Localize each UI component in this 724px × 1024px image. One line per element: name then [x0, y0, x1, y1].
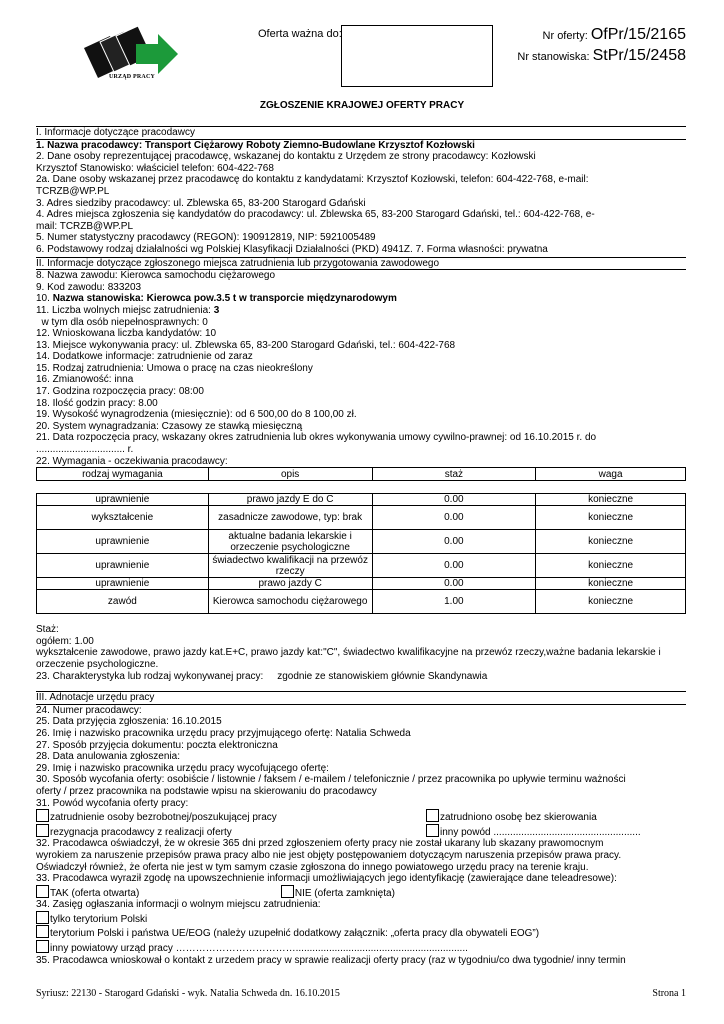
position-number: StPr/15/2458	[592, 47, 686, 64]
position-name: 10. Nazwa stanowiska: Kierowca pow.3.5 t w transporcie międzynarodowym	[36, 293, 397, 305]
cancellation-date: 28. Data anulowania zgłoszenia:	[36, 751, 180, 763]
table-row: uprawnienie świadectwo kwalifikacji na przewóz rzeczy 0.00 konieczne	[37, 554, 686, 578]
section-3-heading: III. Adnotacje urzędu pracy	[36, 691, 686, 705]
withdrawal-method-line2: oferty / przez pracownika na podstawie wpisu na skierowaniu do pracodawcy	[36, 785, 377, 797]
job-characteristics: 23. Charakterystyka lub rodzaj wykonywanej pracy: zgodnie ze stanowiskiem głównie Skandynawia	[36, 670, 488, 682]
withdrawing-officer: 29. Imię i nazwisko pracownika urzędu pracy wycofującego ofertę:	[36, 762, 329, 774]
experience-label: Staż:	[36, 624, 59, 636]
scope-heading: 34. Zasięg ogłaszania informacji o wolnym miejscu zatrudnienia:	[36, 899, 321, 911]
table-row: zawód Kierowca samochodu ciężarowego 1.00 konieczne	[37, 590, 686, 614]
form-content	[36, 125, 686, 966]
vacancies-count: 11. Liczba wolnych miejsc zatrudnienia: 3	[36, 304, 220, 316]
application-address: 4. Adres miejsca zgłoszenia się kandydatów do pracodawcy: ul. Zblewska 65, 83-200 Starogard Gdański, tel.: 604-422-768, e-	[36, 209, 595, 221]
candidate-contact-email: TCRZB@WP.PL	[36, 185, 110, 197]
table-row: uprawnienie aktualne badania lekarskie i orzeczenie psychologiczne 0.00 konieczne	[37, 530, 686, 554]
requirements-header-row	[37, 468, 686, 481]
acceptance-method: 27. Sposób przyjęcia dokumentu: poczta elektroniczna	[36, 739, 278, 751]
scope-checkbox[interactable]	[36, 925, 49, 938]
salary: 19. Wysokość wynagrodzenia (miesięcznie): od 6 500,00 do 8 100,00 zł.	[36, 409, 357, 421]
position-number-line	[517, 47, 686, 65]
accepting-officer: 26. Imię i nazwisko pracownika urzędu pracy przyjmującego ofertę: Natalia Schweda	[36, 727, 411, 739]
declaration-line3: Oświadczył również, że oferta nie jest w tym samym czasie zgłoszona do innego powiatowego urzędu pracy na terenie kraju.	[36, 861, 589, 873]
requirements-table	[36, 467, 686, 614]
consent-no-checkbox[interactable]	[281, 885, 294, 898]
header-experience: staż	[372, 468, 536, 481]
requirements-heading: 22. Wymagania - oczekiwania pracodawcy:	[36, 455, 228, 467]
candidate-contact-line: 2a. Dane osoby wskazanej przez pracodawcę do kontaktu z kandydatami: Krzysztof Kozłowski, telefon: 604-422-768, e-mail:	[36, 174, 589, 186]
valid-until-box	[341, 25, 493, 87]
declaration-line2: wyrokiem za naruszenie przepisów prawa pracy albo nie jest objęty postępowaniem dotyczącym naruszenia przepisów prawa pracy.	[36, 849, 622, 861]
table-row: uprawnienie prawo jazdy C 0.00 konieczne	[37, 578, 686, 590]
start-date-line: 21. Data rozpoczęcia pracy, wskazany okres zatrudnienia lub okres wykonywania umowy cywilno-prawnej: od 16.10.2015 r. do	[36, 432, 597, 444]
offer-number-line	[543, 26, 686, 44]
header-weight: waga	[536, 468, 686, 481]
contact-person-line: 2. Dane osoby reprezentującej pracodawcę, wskazanej do kontaktu z Urzędem ze strony pracodawcy: Kozłowski	[36, 151, 536, 163]
footer-info: Syriusz: 22130 - Starogard Gdański - wyk. Natalia Schweda dn. 16.10.2015	[36, 988, 340, 999]
withdrawal-reason-heading: 31. Powód wycofania oferty pracy:	[36, 797, 189, 809]
section-1-heading: I. Informacje dotyczące pracodawcy	[36, 126, 686, 140]
page-number: Strona 1	[652, 988, 686, 999]
occupation-code: 9. Kod zawodu: 833203	[36, 281, 142, 293]
header-requirement-type: rodzaj wymagania	[37, 468, 209, 481]
valid-until-label: Oferta ważna do:	[258, 28, 342, 40]
consent-options: TAK (oferta otwarta) NIE (oferta zamknięta)	[36, 885, 686, 900]
withdrawal-reasons-row-2: rezygnacja pracodawcy z realizacji oferty inny powód .....................................................	[36, 824, 686, 839]
reason-checkbox[interactable]	[36, 809, 49, 822]
regon-nip: 5. Numer statystyczny pracodawcy (REGON): 190912819, NIP: 5921005489	[36, 232, 376, 244]
experience-total: ogółem: 1.00	[36, 635, 94, 647]
position-number-label: Nr stanowiska:	[517, 51, 590, 63]
reason-checkbox[interactable]	[426, 824, 439, 837]
employer-name: 1. Nazwa pracodawcy: Transport Ciężarowy Roboty Ziemno-Budowlane Krzysztof Kozłowski	[36, 139, 475, 151]
pkd-ownership: 6. Podstawowy rodzaj działalności wg Polskiej Klasyfikacji Działalności (PKD) 4941Z. 7. Forma własności: prywatna	[36, 243, 548, 255]
work-place: 13. Miejsce wykonywania pracy: ul. Zblewska 65, 83-200 Starogard Gdański, tel.: 604-422-768	[36, 339, 456, 351]
consent-heading: 33. Pracodawca wyraził zgodę na upowszechnienie informacji umożliwiających jego identyfikację (zawierające dane teleadresowe):	[36, 873, 617, 885]
contact-person-role: Krzysztof Stanowisko: właściciel telefon: 604-422-768	[36, 162, 274, 174]
reason-checkbox[interactable]	[426, 809, 439, 822]
offer-number: OfPr/15/2165	[590, 26, 686, 43]
occupation-name: 8. Nazwa zawodu: Kierowca samochodu ciężarowego	[36, 270, 276, 282]
end-date-line: ................................ r.	[36, 444, 134, 456]
scope-checkbox[interactable]	[36, 911, 49, 924]
urzad-pracy-logo	[62, 26, 192, 92]
shift-system: 16. Zmianowość: inna	[36, 374, 134, 386]
page-footer	[36, 988, 686, 999]
employer-number: 24. Numer pracodawcy:	[36, 704, 142, 716]
spacer-row	[37, 481, 686, 494]
scope-option-1: tylko terytorium Polski	[36, 911, 686, 926]
experience-description: wykształcenie zawodowe, prawo jazdy kat.E+C, prawo jazdy kat:"C", świadectwo kwalifikacyjne na przewóz rzeczy,ważne badania lekarskie i orzeczenie psychologiczne.	[36, 647, 661, 670]
start-hour: 17. Godzina rozpoczęcia pracy: 08:00	[36, 386, 204, 398]
header-description: opis	[208, 468, 372, 481]
employer-address: 3. Adres siedziby pracodawcy: ul. Zblewska 65, 83-200 Starogard Gdański	[36, 197, 366, 209]
document-title: ZGŁOSZENIE KRAJOWEJ OFERTY PRACY	[259, 100, 465, 111]
pay-system: 20. System wynagradzania: Czasowy ze stawką miesięczną	[36, 420, 303, 432]
table-row: wykształcenie zasadnicze zawodowe, typ: brak 0.00 konieczne	[37, 506, 686, 530]
section-2-heading: II. Informacje dotyczące zgłoszonego miejsca zatrudnienia lub przygotowania zawodowego	[36, 257, 686, 271]
additional-info: 14. Dodatkowe informacje: zatrudnienie od zaraz	[36, 351, 253, 363]
withdrawal-method-line1: 30. Sposób wycofania oferty: osobiście / listownie / faksem / e-mailem / telefonicznie / przez pracownika po upływie terminu ważności	[36, 774, 626, 786]
contact-request-line: 35. Pracodawca wnioskował o kontakt z urzedem pracy w sprawie realizacji oferty pracy (raz w tygodniu/co dwa tygodnie/ inny termin	[36, 954, 626, 966]
table-row: uprawnienie prawo jazdy E do C 0.00 konieczne	[37, 494, 686, 506]
logo-caption: URZĄD PRACY	[108, 74, 156, 80]
withdrawal-reasons-row-1: zatrudnienie osoby bezrobotnej/poszukującej pracy zatrudniono osobę bez skierowania	[36, 809, 686, 824]
scope-option-2: terytorium Polski i państwa UE/EOG (należy uzupełnić dodatkowy załącznik: „oferta pracy dla obywateli EOG”)	[36, 925, 686, 940]
application-email: mail: TCRZB@WP.PL	[36, 220, 134, 232]
working-hours: 18. Ilość godzin pracy: 8.00	[36, 397, 158, 409]
reason-checkbox[interactable]	[36, 824, 49, 837]
candidates-requested: 12. Wnioskowana liczba kandydatów: 10	[36, 328, 217, 340]
offer-number-label: Nr oferty:	[542, 30, 588, 42]
declaration-line1: 32. Pracodawca oświadczył, że w okresie 365 dni przed zgłoszeniem oferty pracy nie został ukarany lub skazany prawomocnym	[36, 838, 604, 850]
employment-type: 15. Rodzaj zatrudnienia: Umowa o pracę na czas nieokreślony	[36, 362, 313, 374]
scope-checkbox[interactable]	[36, 940, 49, 953]
acceptance-date: 25. Data przyjęcia zgłoszenia: 16.10.2015	[36, 716, 222, 728]
vacancies-disabled: w tym dla osób niepełnosprawnych: 0	[36, 316, 208, 328]
consent-yes-checkbox[interactable]	[36, 885, 49, 898]
scope-option-3: inny powiatowy urząd pracy ………………………………..............................................................	[36, 940, 686, 955]
